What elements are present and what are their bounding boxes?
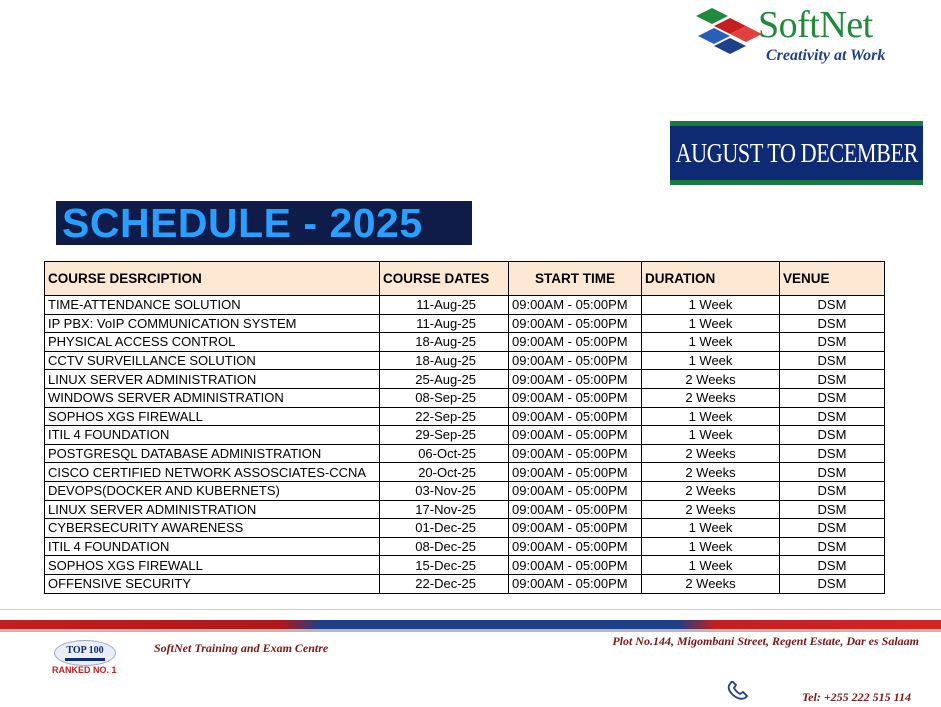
softnet-logo [692, 2, 922, 68]
time-cell: 09:00AM - 05:00PM [509, 519, 642, 538]
top100-seal [54, 640, 116, 666]
course-cell: SOPHOS XGS FIREWALL [45, 407, 380, 426]
duration-cell: 2 Weeks [642, 574, 780, 593]
date-cell: 17-Nov-25 [380, 500, 509, 519]
course-cell: LINUX SERVER ADMINISTRATION [45, 370, 380, 389]
time-cell: 09:00AM - 05:00PM [509, 314, 642, 333]
table-row [45, 370, 885, 389]
header-start-time: START TIME [509, 262, 642, 296]
table-row [45, 556, 885, 575]
time-cell: 09:00AM - 05:00PM [509, 370, 642, 389]
header-course: COURSE DESRCIPTION [45, 262, 380, 296]
badge-rank-label: RANKED NO. 1 [52, 665, 117, 675]
duration-cell: 2 Weeks [642, 463, 780, 482]
table-row [45, 426, 885, 445]
time-cell: 09:00AM - 05:00PM [509, 351, 642, 370]
badge-bar [65, 658, 105, 661]
table-row [45, 296, 885, 315]
date-cell: 18-Aug-25 [380, 333, 509, 352]
course-cell: POSTGRESQL DATABASE ADMINISTRATION [45, 444, 380, 463]
footer-stripe [0, 620, 941, 629]
footer-stripe-shadow [0, 629, 941, 632]
brand-name: SoftNet [758, 4, 873, 46]
period-banner [670, 121, 923, 185]
venue-cell: DSM [780, 574, 885, 593]
time-cell: 09:00AM - 05:00PM [509, 574, 642, 593]
time-cell: 09:00AM - 05:00PM [509, 444, 642, 463]
date-cell: 11-Aug-25 [380, 314, 509, 333]
duration-cell: 2 Weeks [642, 500, 780, 519]
venue-cell: DSM [780, 370, 885, 389]
date-cell: 15-Dec-25 [380, 556, 509, 575]
duration-cell: 1 Week [642, 407, 780, 426]
header-duration: DURATION [642, 262, 780, 296]
table-row [45, 481, 885, 500]
date-cell: 08-Sep-25 [380, 388, 509, 407]
venue-cell: DSM [780, 500, 885, 519]
venue-cell: DSM [780, 444, 885, 463]
schedule-title-box [56, 201, 472, 245]
brand-tagline: Creativity at Work [766, 47, 886, 64]
time-cell: 09:00AM - 05:00PM [509, 556, 642, 575]
date-cell: 03-Nov-25 [380, 481, 509, 500]
course-cell: IP PBX: VoIP COMMUNICATION SYSTEM [45, 314, 380, 333]
footer-telephone: Tel: +255 222 515 114 [801, 690, 911, 704]
duration-cell: 2 Weeks [642, 444, 780, 463]
duration-cell: 2 Weeks [642, 388, 780, 407]
time-cell: 09:00AM - 05:00PM [509, 426, 642, 445]
duration-cell: 1 Week [642, 314, 780, 333]
course-cell: WINDOWS SERVER ADMINISTRATION [45, 388, 380, 407]
header-venue: VENUE [780, 262, 885, 296]
top100-badge [50, 640, 122, 680]
time-cell: 09:00AM - 05:00PM [509, 333, 642, 352]
table-row [45, 388, 885, 407]
time-cell: 09:00AM - 05:00PM [509, 481, 642, 500]
venue-cell: DSM [780, 481, 885, 500]
period-label: AUGUST TO DECEMBER [675, 137, 918, 168]
page-title: SCHEDULE - 2025 [62, 200, 423, 246]
course-cell: ITIL 4 FOUNDATION [45, 537, 380, 556]
venue-cell: DSM [780, 463, 885, 482]
table-row [45, 444, 885, 463]
table-row [45, 519, 885, 538]
date-cell: 11-Aug-25 [380, 296, 509, 315]
table-row [45, 314, 885, 333]
time-cell: 09:00AM - 05:00PM [509, 407, 642, 426]
time-cell: 09:00AM - 05:00PM [509, 463, 642, 482]
date-cell: 06-Oct-25 [380, 444, 509, 463]
course-cell: CYBERSECURITY AWARENESS [45, 519, 380, 538]
table-header-row [45, 262, 885, 296]
time-cell: 09:00AM - 05:00PM [509, 537, 642, 556]
table-row [45, 351, 885, 370]
course-cell: DEVOPS(DOCKER AND KUBERNETS) [45, 481, 380, 500]
time-cell: 09:00AM - 05:00PM [509, 388, 642, 407]
venue-cell: DSM [780, 351, 885, 370]
course-cell: CISCO CERTIFIED NETWORK ASSOSCIATES-CCNA [45, 463, 380, 482]
table-row [45, 407, 885, 426]
duration-cell: 1 Week [642, 351, 780, 370]
venue-cell: DSM [780, 314, 885, 333]
venue-cell: DSM [780, 556, 885, 575]
venue-cell: DSM [780, 296, 885, 315]
duration-cell: 2 Weeks [642, 481, 780, 500]
course-cell: CCTV SURVEILLANCE SOLUTION [45, 351, 380, 370]
table-row [45, 500, 885, 519]
venue-cell: DSM [780, 426, 885, 445]
venue-cell: DSM [780, 388, 885, 407]
time-cell: 09:00AM - 05:00PM [509, 500, 642, 519]
time-cell: 09:00AM - 05:00PM [509, 296, 642, 315]
date-cell: 01-Dec-25 [380, 519, 509, 538]
duration-cell: 2 Weeks [642, 370, 780, 389]
table-row [45, 574, 885, 593]
date-cell: 20-Oct-25 [380, 463, 509, 482]
table-row [45, 463, 885, 482]
duration-cell: 1 Week [642, 519, 780, 538]
table-row [45, 537, 885, 556]
course-cell: PHYSICAL ACCESS CONTROL [45, 333, 380, 352]
venue-cell: DSM [780, 407, 885, 426]
header-dates: COURSE DATES [380, 262, 509, 296]
course-cell: SOPHOS XGS FIREWALL [45, 556, 380, 575]
date-cell: 18-Aug-25 [380, 351, 509, 370]
venue-cell: DSM [780, 519, 885, 538]
table-row [45, 333, 885, 352]
badge-top-label: TOP 100 [66, 644, 104, 656]
logo-cubes-icon [692, 2, 762, 60]
footer-divider [0, 609, 941, 610]
duration-cell: 1 Week [642, 333, 780, 352]
date-cell: 25-Aug-25 [380, 370, 509, 389]
course-cell: ITIL 4 FOUNDATION [45, 426, 380, 445]
date-cell: 08-Dec-25 [380, 537, 509, 556]
venue-cell: DSM [780, 537, 885, 556]
date-cell: 22-Sep-25 [380, 407, 509, 426]
venue-cell: DSM [780, 333, 885, 352]
date-cell: 29-Sep-25 [380, 426, 509, 445]
duration-cell: 1 Week [642, 556, 780, 575]
course-cell: TIME-ATTENDANCE SOLUTION [45, 296, 380, 315]
course-cell: OFFENSIVE SECURITY [45, 574, 380, 593]
duration-cell: 1 Week [642, 296, 780, 315]
course-cell: LINUX SERVER ADMINISTRATION [45, 500, 380, 519]
footer-address: Plot No.144, Migombani Street, Regent Estate, Dar es Salaam [612, 634, 919, 648]
date-cell: 22-Dec-25 [380, 574, 509, 593]
phone-icon [726, 681, 756, 703]
duration-cell: 1 Week [642, 537, 780, 556]
schedule-table [44, 261, 885, 594]
footer-centre-name: SoftNet Training and Exam Centre [154, 641, 329, 655]
duration-cell: 1 Week [642, 426, 780, 445]
